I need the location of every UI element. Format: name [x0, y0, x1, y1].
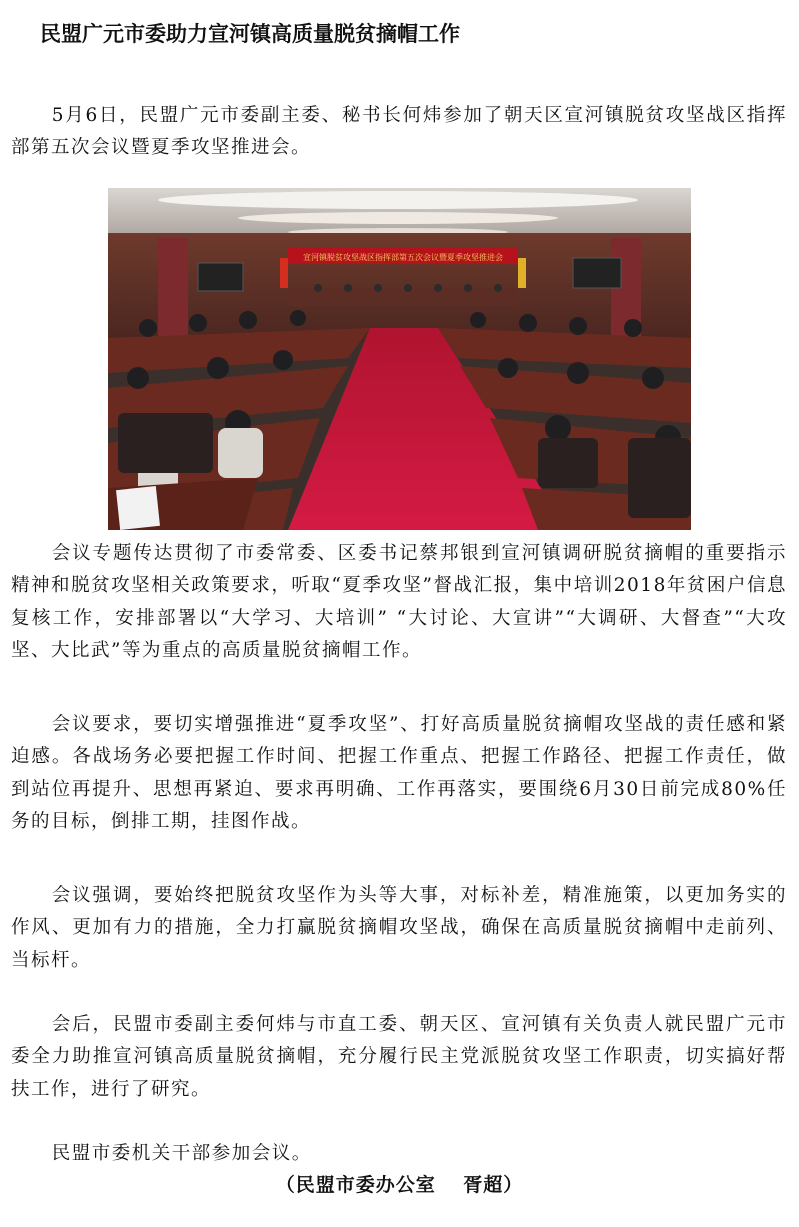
article-title: 民盟广元市委助力宣河镇高质量脱贫摘帽工作 [40, 22, 460, 46]
banner-text: 宣河镇脱贫攻坚战区指挥部第五次会议暨夏季攻坚推进会 [303, 253, 503, 262]
meeting-photo [108, 188, 691, 530]
paragraph-meeting-content: 会议专题传达贯彻了市委常委、区委书记蔡邦银到宣河镇调研脱贫摘帽的重要指示精神和脱贫攻坚相关政策要求，听取“夏季攻坚”督战汇报，集中培训2018年贫困户信息复核工作，安排部署以“大学习、大培训” “大讨论、大宣讲”“大调研、大督查”“大攻坚、大比武”等为重点的高质量脱贫摘帽工作。 [11, 543, 787, 661]
paragraph-meeting-emphasis: 会议强调，要始终把脱贫攻坚作为头等大事，对标补差，精准施策，以更加务实的作风、更加有力的措施，全力打赢脱贫摘帽攻坚战，确保在高质量脱贫摘帽中走前列、当标杆。 [11, 885, 787, 971]
paragraph-attendance: 民盟市委机关干部参加会议。 [51, 1143, 312, 1164]
paragraph-intro: 5月6日，民盟广元市委副主委、秘书长何炜参加了朝天区宣河镇脱贫攻坚战区指挥部第五次会议暨夏季攻坚推进会。 [11, 105, 787, 159]
paragraph-after-meeting: 会后，民盟市委副主委何炜与市直工委、朝天区、宣河镇有关负责人就民盟广元市委全力助推宣河镇高质量脱贫摘帽，充分履行民主党派脱贫攻坚工作职责，切实搞好帮扶工作，进行了研究。 [11, 1014, 787, 1100]
paragraph-meeting-requirements: 会议要求，要切实增强推进“夏季攻坚”、打好高质量脱贫摘帽攻坚战的责任感和紧迫感。各战场务必要把握工作时间、把握工作重点、把握工作路径、把握工作责任，做到站位再提升、思想再紧迫、要求再明确、工作再落实，要围绕6月30日前完成80%任务的目标，倒排工期，挂图作战。 [11, 714, 787, 832]
article-signature: （民盟市委办公室 胥超） [275, 1174, 524, 1196]
